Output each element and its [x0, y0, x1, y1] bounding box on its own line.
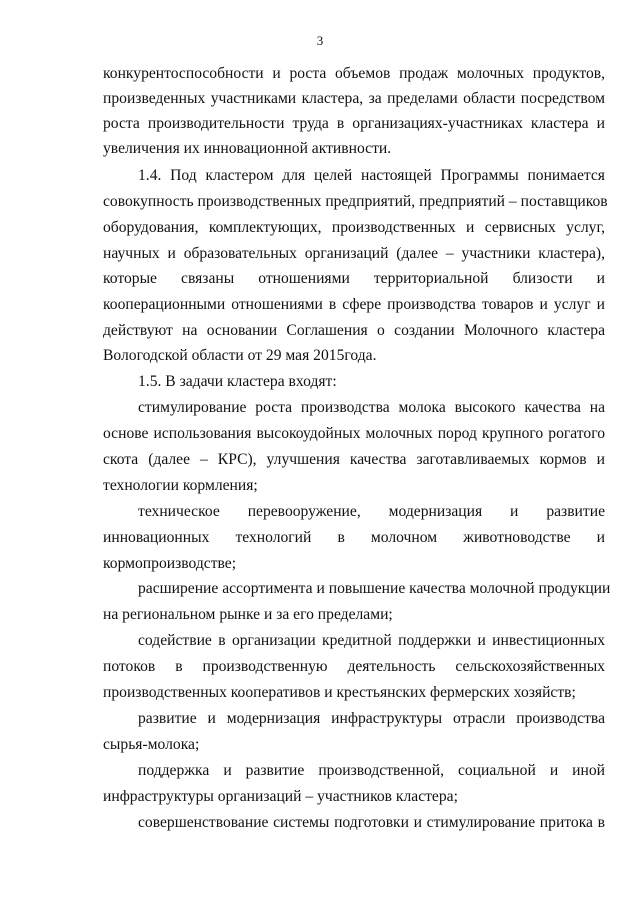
- text-line: кооперационными отношениями в сфере производства товаров и услуг и: [103, 296, 605, 313]
- text-line: основе использования высокоудойных молочных пород крупного рогатого: [103, 425, 605, 442]
- text-line: научных и образовательных организаций (далее – участники кластера),: [103, 245, 605, 262]
- text-line: технологии кормления;: [103, 477, 258, 494]
- text-line: конкурентоспособности и роста объемов продаж молочных продуктов,: [103, 65, 605, 82]
- text-line: совокупность производственных предприятий, предприятий – поставщиков: [103, 193, 608, 210]
- text-line: Вологодской области от 29 мая 2015года.: [103, 347, 377, 364]
- text-line: потоков в производственную деятельность сельскохозяйственных: [103, 658, 605, 675]
- text-line: которые связаны отношениями территориальной близости и: [103, 270, 605, 287]
- text-line: роста производительности труда в организациях-участниках кластера и: [103, 115, 605, 132]
- paragraph-start-line: техническое перевооружение, модернизация и развитие: [138, 503, 605, 520]
- paragraph-start-line: расширение ассортимента и повышение качества молочной продукции: [138, 580, 611, 597]
- text-line: произведенных участниками кластера, за пределами области посредством: [103, 90, 605, 107]
- text-line: сырья-молока;: [103, 736, 200, 753]
- text-line: на региональном рынке и за его пределами;: [103, 606, 393, 623]
- text-line: увеличения их инновационной активности.: [103, 140, 392, 157]
- text-line: инфраструктуры организаций – участников кластера;: [103, 788, 458, 805]
- page-number: 3: [316, 33, 324, 48]
- text-line: кормопроизводстве;: [103, 555, 237, 572]
- text-line: производственных кооперативов и крестьянских фермерских хозяйств;: [103, 684, 576, 701]
- paragraph-start-line: 1.4. Под кластером для целей настоящей Программы понимается: [138, 167, 605, 184]
- paragraph-start-line: совершенствование системы подготовки и стимулирование притока в: [138, 814, 605, 831]
- paragraph-start-line: содействие в организации кредитной поддержки и инвестиционных: [138, 632, 605, 649]
- text-line: оборудования, комплектующих, производственных и сервисных услуг,: [103, 219, 605, 236]
- paragraph-start-line: стимулирование роста производства молока высокого качества на: [138, 399, 605, 416]
- paragraph-start-line: развитие и модернизация инфраструктуры отрасли производства: [138, 710, 605, 727]
- section-heading-line: 1.5. В задачи кластера входят:: [138, 373, 337, 390]
- text-line: инновационных технологий в молочном животноводстве и: [103, 529, 605, 546]
- text-line: действуют на основании Соглашения о создании Молочного кластера: [103, 322, 605, 339]
- text-line: скота (далее – КРС), улучшения качества заготавливаемых кормов и: [103, 451, 605, 468]
- paragraph-start-line: поддержка и развитие производственной, социальной и иной: [138, 762, 605, 779]
